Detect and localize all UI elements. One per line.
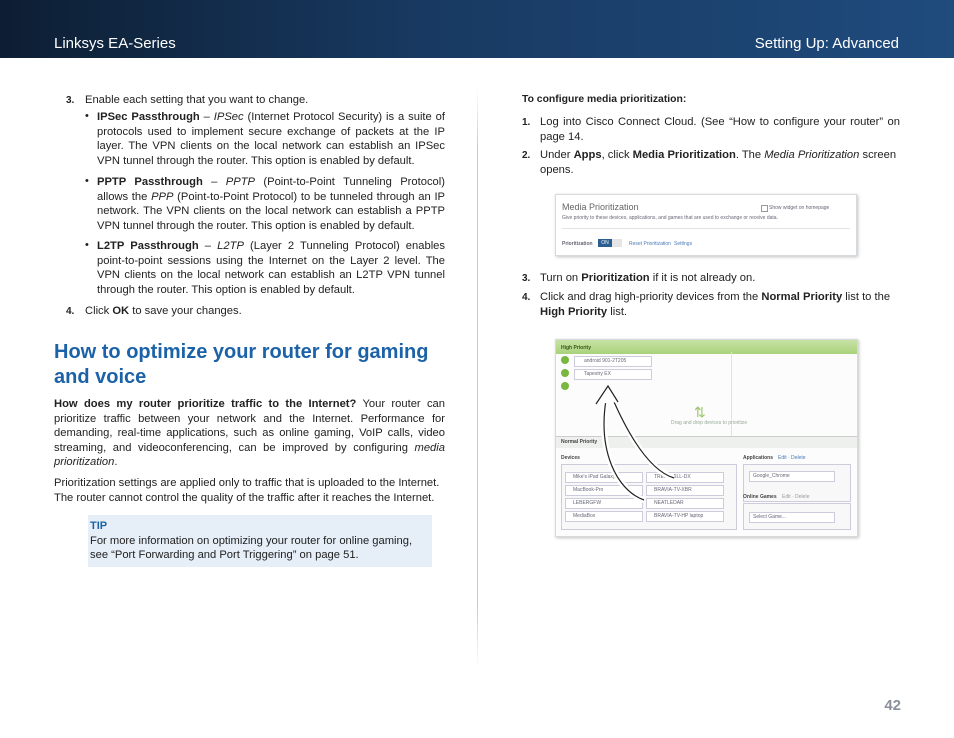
normal-priority-title: Normal Priority — [561, 439, 598, 445]
separator — [562, 228, 850, 229]
ipsec-paragraph — [97, 110, 445, 168]
high-priority-bold: High Priority — [540, 305, 608, 318]
s4-pre: Click and drag high-priority devices from the — [540, 291, 762, 303]
checkbox[interactable] — [761, 205, 768, 212]
pptp-abbr: PPTP — [225, 176, 256, 188]
step-text: Enable each setting that you want to change. — [85, 94, 309, 106]
media-prioritization-label: Media Prioritization — [632, 149, 736, 161]
step4-text — [85, 304, 445, 319]
applications-label: Applications — [743, 455, 774, 461]
prioritization-label: Prioritization — [562, 241, 593, 247]
tip-text: For more information on optimizing your router for online gaming, see “Port Forwarding and Port Triggering” on page 51. — [90, 535, 413, 562]
ipsec-abbr: IPSec — [213, 111, 244, 123]
page-number: 42 — [884, 697, 901, 714]
ok-label: OK — [112, 305, 130, 317]
page-header — [0, 0, 954, 58]
device-name: LEBERGFW — [573, 500, 602, 506]
game-value: Select Game... — [753, 514, 787, 520]
dash: – — [198, 240, 218, 252]
step3-text — [540, 271, 902, 286]
prioritization-toggle[interactable]: ON — [598, 239, 612, 247]
intro-paragraph — [54, 397, 445, 470]
dash: – — [202, 176, 226, 188]
high-device-name: android 901-2T205 — [584, 358, 627, 364]
drag-arrow-icon — [556, 340, 857, 536]
l2tp-abbr: L2TP — [217, 240, 244, 252]
screen-name: Media Prioritization — [764, 149, 860, 161]
pptp-desc2: (Point-to-Point Protocol) to be tunneled through an IP network. The VPN clients on the local network can establish a PPTP VPN tunnel through the router. This option is enabled by default. — [97, 190, 446, 232]
procedure-heading: To configure media prioritization: — [522, 94, 687, 105]
shot-description: Give priority to these devices, applications, and games that are used to exchange or receive data. — [562, 215, 778, 221]
tip-box — [88, 515, 432, 567]
toggle-off-side — [612, 239, 622, 247]
s2-mid: , click — [601, 149, 633, 161]
ipsec-title: IPSec Passthrough — [97, 111, 200, 123]
shot-title: Media Prioritization — [562, 202, 639, 212]
step-number: 4. — [522, 292, 531, 303]
drag-hint: Drag and drop devices to prioritize — [671, 420, 748, 426]
section-heading: How to optimize your router for gaming and voice — [54, 341, 429, 388]
tip-title: TIP — [90, 520, 108, 532]
s4-mid: list to the — [842, 291, 891, 303]
bullet: • — [85, 239, 89, 251]
step4r-text — [540, 290, 902, 319]
ppp-abbr: PPP — [151, 190, 174, 203]
step-number: 3. — [522, 273, 531, 284]
s2-pre: Under — [540, 149, 574, 161]
bullet: • — [85, 175, 89, 187]
s3-pre: Turn on — [540, 272, 582, 284]
normal-priority-bold: Normal Priority — [761, 291, 843, 303]
s3-post: if it is not already on. — [649, 272, 756, 284]
device-name: TREADMILL-DX — [654, 474, 691, 480]
step-number: 2. — [522, 150, 531, 161]
l2tp-title: L2TP Passthrough — [97, 240, 199, 252]
intro-text: Your router can prioritize traffic between your network and the Internet. Performance for demanding, real-time applications, such as online gaming, VoIP calls, video streaming, and videoconferencing, can be improved by configuring — [54, 398, 445, 454]
step-number: 1. — [522, 117, 531, 128]
pptp-desc1: (Point-to-Point Tunneling Protocol) allows the — [97, 176, 445, 203]
media-prioritization-screenshot — [555, 194, 857, 256]
high-device-name: Tapestry EX — [584, 371, 611, 377]
device-name: BRAVIA-TV-HP laptop — [654, 513, 704, 519]
pptp-paragraph — [97, 175, 445, 233]
apps-label: Apps — [573, 149, 602, 161]
prioritization-paragraph: Prioritization settings are applied only to traffic that is uploaded to the Internet. The router cannot control the quality of the traffic after it reaches the Internet. — [54, 477, 440, 504]
dash: – — [199, 111, 214, 123]
step-number: 3. — [66, 95, 75, 106]
settings-link[interactable]: Settings — [674, 241, 693, 247]
intro-question: How does my router prioritize traffic to the Internet? — [54, 398, 357, 410]
devices-label: Devices — [561, 455, 580, 461]
device-name: MacBook-Pro — [573, 487, 604, 493]
drag-arrows-icon: ⇅ — [694, 404, 706, 420]
l2tp-desc: (Layer 2 Tunneling Protocol) enables point-to-point sessions using the Internet on the Layer 2 level. The VPN clients on the local network can establish an L2TP VPN tunnel through the router. This option is enabled by default. — [97, 240, 445, 296]
step1-text: Log into Cisco Connect Cloud. (See “How to configure your router” on page 14. — [540, 116, 900, 143]
step-number: 4. — [66, 306, 75, 317]
device-name: NEATLEDAR — [654, 500, 684, 506]
online-games-label: Online Games — [743, 494, 777, 500]
ipsec-desc: (Internet Protocol Security) is a suite of protocols used to implement secure exchange of packets at the IP layer. The VPN clients on the local network can establish an IPSec VPN tunnel through the router. This option is enabled by default. — [97, 111, 445, 167]
device-name: MediaBox — [573, 513, 596, 519]
section-title: Setting Up: Advanced — [754, 35, 899, 52]
bullet: • — [85, 110, 89, 122]
l2tp-paragraph — [97, 239, 445, 297]
pptp-title: PPTP Passthrough — [97, 176, 203, 188]
high-priority-title: High Priority — [561, 345, 592, 351]
intro-italic: media prioritization — [54, 441, 445, 469]
intro-end: . — [114, 456, 118, 469]
s4-post: list. — [607, 305, 628, 318]
games-links[interactable]: Edit · Delete — [782, 494, 810, 500]
priority-lists-screenshot — [555, 339, 858, 537]
step2-text — [540, 148, 902, 177]
prioritization-bold: Prioritization — [581, 272, 650, 284]
document-title: Linksys EA-Series — [54, 35, 176, 52]
application-value: Google_Chrome — [753, 473, 790, 479]
s2-mid2: . The — [735, 149, 765, 161]
s2-post: screen opens. — [540, 149, 897, 176]
step4-post: to save your changes. — [129, 305, 242, 317]
reset-link[interactable]: Reset Prioritization — [629, 241, 671, 247]
checkbox-label: Show widget on homepage — [769, 205, 830, 211]
step4-pre: Click — [85, 305, 113, 317]
applications-links[interactable]: Edit · Delete — [778, 455, 806, 461]
column-divider — [477, 88, 478, 668]
device-name: BRAVIA-TV-XBR — [654, 487, 692, 493]
device-name: Mike's iPad Galaxy — [573, 474, 616, 480]
